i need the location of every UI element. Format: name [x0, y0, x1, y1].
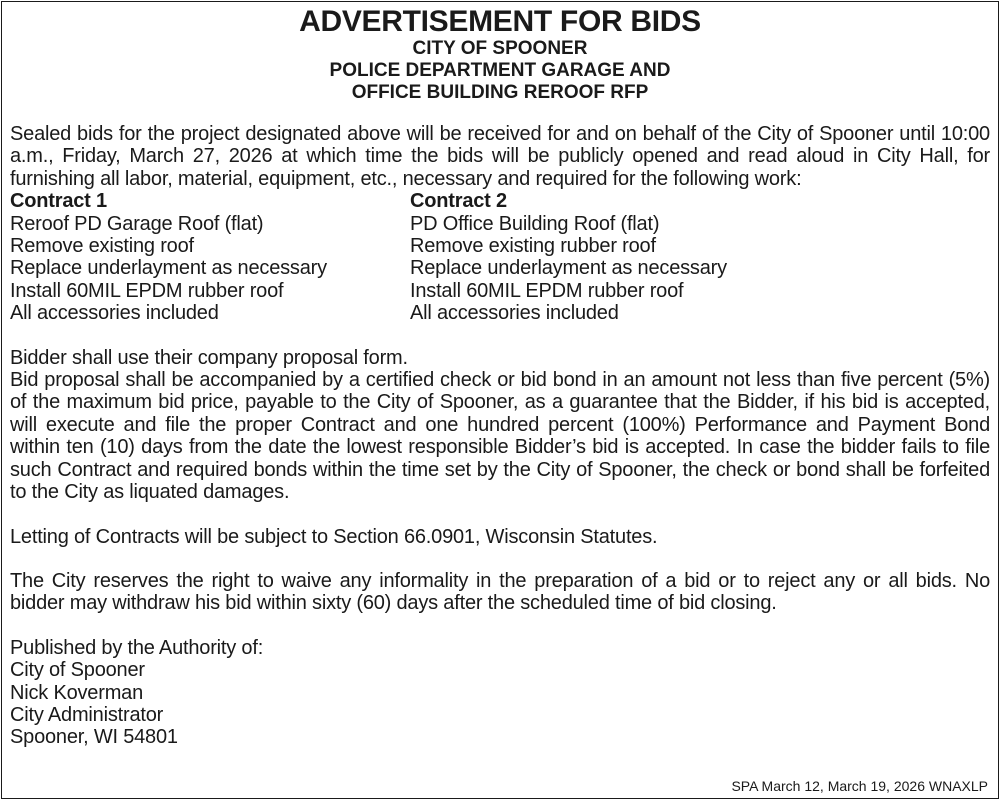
letting-paragraph: Letting of Contracts will be subject to Section 66.0901, Wisconsin Statutes. [10, 525, 658, 548]
ad-project-line-2: OFFICE BUILDING REROOF RFP [351, 82, 649, 103]
signature-name: Nick Koverman [10, 681, 143, 704]
contract-1-item: Reroof PD Garage Roof (flat) [10, 212, 264, 235]
signature-block [10, 637, 990, 749]
contract-1-heading: Contract 1 [10, 190, 107, 213]
contract-1-item: Install 60MIL EPDM rubber roof [10, 279, 284, 302]
intro-paragraph: Sealed bids for the project designated above will be received for and on behalf of the City of Spooner until 10:00 a.m., Friday, March 27, 2026 at which time the bids will be publicly opened and read aloud in City Hall, for furnishing all labor, material, equipment, etc., necessary and required for the following work: [10, 123, 990, 190]
spacer [10, 504, 990, 526]
contracts-section [10, 190, 990, 324]
ad-title: ADVERTISEMENT FOR BIDS [299, 5, 701, 38]
contract-2-item: Install 60MIL EPDM rubber roof [410, 279, 684, 302]
spacer [10, 325, 990, 347]
contract-1-item: Replace underlayment as necessary [10, 257, 327, 280]
signature-title: City Administrator [10, 703, 164, 726]
contract-1-item: All accessories included [10, 302, 219, 325]
ad-project-line-1: POLICE DEPARTMENT GARAGE AND [329, 60, 671, 81]
contract-2-item: Replace underlayment as necessary [410, 257, 727, 280]
proposal-form-text: Bidder shall use their company proposal form. [10, 346, 408, 369]
spacer [10, 615, 990, 637]
contract-1 [10, 190, 410, 324]
published-by: Published by the Authority of: [10, 636, 264, 659]
contract-1-item: Remove existing roof [10, 235, 194, 258]
contract-2-item: Remove existing rubber roof [410, 235, 656, 258]
signature-city: City of Spooner [10, 659, 145, 682]
contract-2-heading: Contract 2 [410, 190, 507, 213]
contract-2-item: All accessories included [410, 302, 619, 325]
advertisement [1, 1, 999, 799]
contract-2 [410, 190, 990, 324]
ad-city: CITY OF SPOONER [412, 38, 588, 59]
signature-address: Spooner, WI 54801 [10, 726, 178, 749]
bond-paragraph: Bid proposal shall be accompanied by a certified check or bid bond in an amount not less than five percent (5%) of the maximum bid price, payable to the City of Spooner, as a guarantee that the Bidder, if his bid is accepted, will execute and file the proper Contract and one hundred percent (100%) Performance and Payment Bond within ten (10) days from the date the lowest responsible Bidder’s bid is accepted. In case the bidder fails to file such Contract and required bonds within the time set by the City of Spooner, the check or bond shall be forfeited to the City as liquated damages. [10, 369, 990, 504]
spacer [10, 548, 990, 570]
contract-2-item: PD Office Building Roof (flat) [410, 212, 660, 235]
reserves-paragraph: The City reserves the right to waive any informality in the preparation of a bid or to reject any or all bids. No bidder may withdraw his bid within sixty (60) days after the scheduled time of bid closing. [10, 569, 990, 615]
publication-footer: SPA March 12, March 19, 2026 WNAXLP [731, 778, 988, 794]
